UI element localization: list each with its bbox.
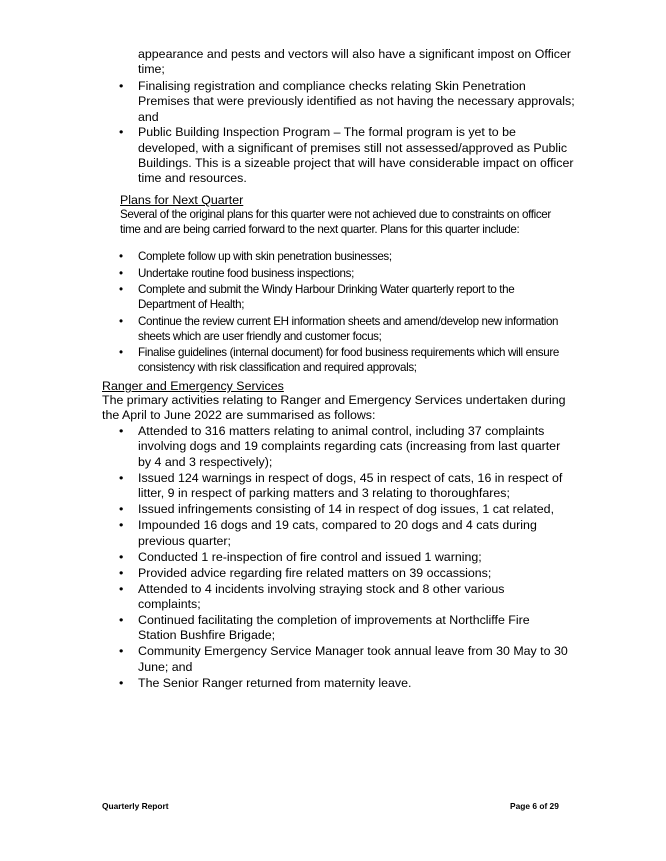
list-item: • Provided advice regarding fire related matters on 39 occassions; [138,566,568,581]
list-item: • Conducted 1 re-inspection of fire control and issued 1 warning; [138,550,568,565]
list-item: • Continue the review current EH information sheets and amend/develop new information sheets which are user friendly and customer focus; [138,314,568,344]
ranger-bullet-list [138,424,568,692]
plans-heading: Plans for Next Quarter [120,193,244,207]
list-item: • Issued infringements consisting of 14 in respect of dog issues, 1 cat related, [138,502,568,517]
eh-bullet-list [138,79,578,187]
footer-page-number: Page 6 of 29 [510,801,559,811]
list-item: • Impounded 16 dogs and 19 cats, compared to 20 dogs and 4 cats during previous quarter; [138,518,568,549]
footer-report-title: Quarterly Report [102,801,169,811]
list-item: • Complete follow up with skin penetration businesses; [138,249,568,264]
list-item: • Finalising registration and compliance checks relating Skin Penetration Premises that were previously identified as not having the necessary approvals; and [138,79,578,125]
continuation-text: appearance and pests and vectors will also have a significant impost on Officer time; [138,47,571,77]
ranger-heading: Ranger and Emergency Services [102,379,284,393]
ranger-intro: The primary activities relating to Ranger and Emergency Services undertaken during the April to June 2022 are summarised as follows: [102,393,566,423]
list-item: • Public Building Inspection Program – The formal program is yet to be developed, with a significant of premises still not assessed/approved as Public Buildings. This is a sizeable project that will have considerable impact on officer time and resources. [138,125,578,187]
list-item: • Finalise guidelines (internal document) for food business requirements which will ensure consistency with risk classification and required approvals; [138,345,568,375]
list-item: • Complete and submit the Windy Harbour Drinking Water quarterly report to the Department of Health; [138,282,568,312]
list-item: • Community Emergency Service Manager took annual leave from 30 May to 30 June; and [138,644,568,675]
list-item: • Undertake routine food business inspections; [138,266,568,281]
list-item: • Continued facilitating the completion of improvements at Northcliffe Fire Station Bushfire Brigade; [138,613,568,644]
plans-bullet-list [138,249,568,377]
list-item: • Attended to 4 incidents involving straying stock and 8 other various complaints; [138,582,568,613]
list-item: • Issued 124 warnings in respect of dogs, 45 in respect of cats, 16 in respect of litter, 9 in respect of parking matters and 3 relating to thoroughfares; [138,471,568,502]
plans-intro: Several of the original plans for this quarter were not achieved due to constraints on officer time and are being carried forward to the next quarter. Plans for this quarter include: [120,208,551,237]
list-item: • The Senior Ranger returned from maternity leave. [138,676,568,691]
list-item: • Attended to 316 matters relating to animal control, including 37 complaints involving dogs and 19 complaints regarding cats (increasing from last quarter by 4 and 3 respectively); [138,424,568,470]
